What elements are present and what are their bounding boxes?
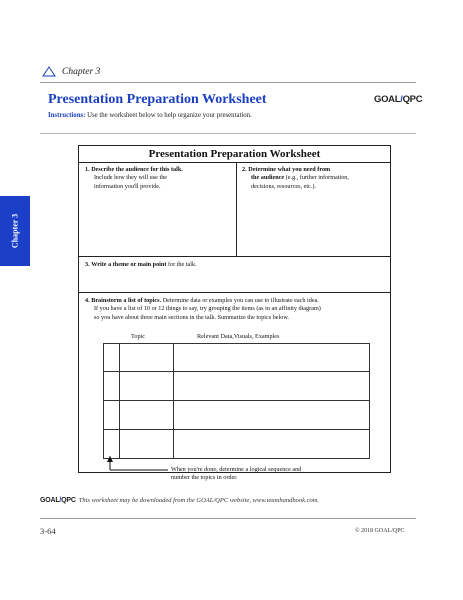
section1-number: 1. <box>85 166 90 173</box>
number-column <box>103 343 120 459</box>
title-divider <box>78 162 391 163</box>
instructions-text: Use the worksheet below to help organize your presentation. <box>85 112 252 119</box>
section4-line3: so you have about three main sections in the talk. Summarize the topics below. <box>94 313 289 321</box>
section2-line2: (e.g., further information, <box>284 174 349 182</box>
section2-heading: Determine what you need from <box>248 166 331 173</box>
page-number: 3-64 <box>40 526 56 536</box>
footer-divider <box>40 518 416 519</box>
logo-part2: QPC <box>402 94 423 105</box>
section3-number: 3. <box>85 261 90 268</box>
section-theme <box>85 261 385 269</box>
section1-heading: Describe the audience for this talk. <box>91 166 183 173</box>
triangle-outline-icon <box>42 66 56 77</box>
chapter-label-text: Chapter 3 <box>62 67 101 77</box>
topic-column <box>119 343 174 459</box>
note-line2: number the topics in order. <box>171 474 238 482</box>
footer-logo-slash: / <box>59 497 62 504</box>
logo-slash: / <box>400 94 403 105</box>
logo-part1: GOAL <box>374 94 401 105</box>
section2-heading2: the audience <box>251 174 285 182</box>
download-note-text: This worksheet may be downloaded from the GOAL/QPC website, www.teamhandbook.com. <box>78 497 320 504</box>
section2-line3: decisions, resources, etc.). <box>251 182 316 190</box>
chapter-label <box>42 66 100 77</box>
page-title: Presentation Preparation Worksheet <box>48 92 267 107</box>
section3-heading: Write a theme or main point <box>91 261 167 268</box>
section-brainstorm <box>85 297 388 322</box>
chapter-side-tab <box>0 196 30 266</box>
note-line1: When you're done, determine a logical sequence and <box>171 466 302 473</box>
section3-rest: for the talk. <box>166 261 197 268</box>
column-header-data: Relevant Data,Visuals, Examples <box>197 333 280 340</box>
instructions-divider <box>40 133 416 134</box>
table-row-divider <box>103 400 370 401</box>
worksheet-title: Presentation Preparation Worksheet <box>148 148 321 160</box>
section1-line2: Include how they will use the <box>94 174 168 182</box>
sequence-note <box>171 466 301 483</box>
footer-logo-part1: GOAL <box>40 497 60 504</box>
instructions <box>48 112 252 119</box>
goalqpc-logo-small <box>40 497 76 504</box>
section-divider-vertical <box>236 162 237 256</box>
section2-number: 2. <box>242 166 247 173</box>
footer-logo-part2: QPC <box>61 497 76 504</box>
download-note <box>40 497 319 504</box>
section4-number: 4. <box>85 297 90 304</box>
side-tab-label: Chapter 3 <box>10 213 20 249</box>
table-row-divider <box>103 429 370 430</box>
section4-line2: If you have a list of 10 or 12 things to say, try grouping the items (as in an affinity diagram) <box>94 305 321 313</box>
instructions-label: Instructions: <box>48 112 86 119</box>
section-audience <box>85 166 231 191</box>
section4-heading: Brainstorm a list of topics. <box>91 297 162 304</box>
column-header-topic: Topic <box>131 333 145 340</box>
bracket-arrow-icon <box>104 456 170 472</box>
table-row-divider <box>103 371 370 372</box>
section-divider-1 <box>78 256 391 257</box>
section1-line3: information you'll provide. <box>94 182 161 190</box>
section-divider-2 <box>78 292 391 293</box>
data-column <box>173 343 370 459</box>
goalqpc-logo <box>374 94 422 105</box>
section4-rest1: Determine data or examples you can use to illustrate each idea. <box>161 297 319 304</box>
copyright: © 2018 GOAL/QPC <box>355 528 405 534</box>
header-divider <box>40 82 416 83</box>
section-audience-needs <box>242 166 388 191</box>
